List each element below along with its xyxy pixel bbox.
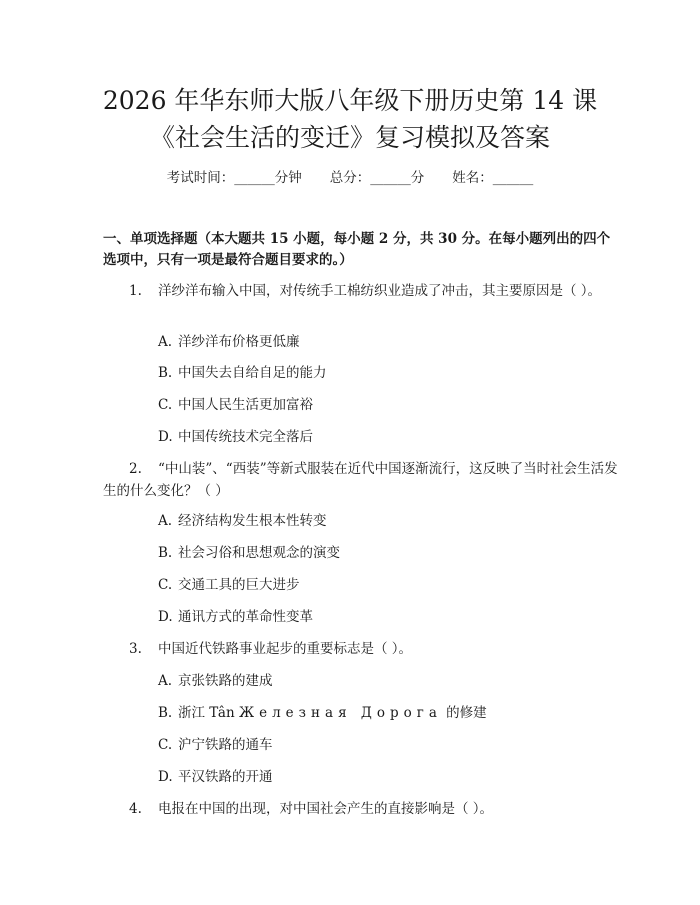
question-2-option-b: [158, 543, 340, 563]
option-letter: B.: [158, 365, 173, 381]
option-text: 中国人民生活更加富裕: [178, 397, 313, 413]
question-stem: “中山装”、“西装”等新式服装在近代中国逐渐流行，这反映了当时社会生活发生的什么变化？（ ）: [103, 461, 618, 499]
option-letter: C.: [158, 397, 173, 413]
question-2: [103, 458, 623, 502]
question-number: 3.: [129, 641, 142, 657]
question-1-option-b: [158, 363, 327, 383]
question-1: [103, 280, 623, 302]
question-1-option-d: [158, 427, 313, 447]
question-3: [103, 638, 623, 660]
option-letter: B.: [158, 545, 173, 561]
option-text: 通讯方式的革命性变革: [178, 609, 313, 625]
option-letter: C.: [158, 577, 173, 593]
option-text: 洋纱洋布价格更低廉: [178, 334, 300, 350]
question-number: 4.: [129, 801, 142, 817]
question-3-option-b: [158, 703, 487, 723]
exam-score-field: 总分：______分: [329, 170, 425, 186]
exam-meta: [0, 168, 700, 188]
option-letter: A.: [158, 513, 173, 529]
document-title-line1: 2026 年华东师大版八年级下册历史第 14 课: [102, 86, 598, 115]
option-letter: D.: [158, 769, 173, 785]
exam-name-field: 姓名：______: [452, 170, 534, 186]
question-3-option-d: [158, 767, 273, 787]
option-text: 交通工具的巨大进步: [178, 577, 300, 593]
question-3-option-a: [158, 671, 273, 691]
question-stem: 中国近代铁路事业起步的重要标志是（ ）。: [158, 641, 413, 657]
option-text: 沪宁铁路的通车: [178, 737, 273, 753]
option-text-prefix: 浙江 Tân: [178, 705, 239, 721]
option-letter: D.: [158, 609, 173, 625]
option-text-russian: Железная Дорога: [238, 705, 442, 721]
option-letter: A.: [158, 334, 173, 350]
option-text: 经济结构发生根本性转变: [178, 513, 327, 529]
question-2-option-c: [158, 575, 300, 595]
question-2-option-d: [158, 607, 313, 627]
question-number: 2.: [129, 461, 142, 477]
document-title-line2: 《社会生活的变迁》复习模拟及答案: [149, 123, 550, 152]
option-text: 平汉铁路的开通: [178, 769, 273, 785]
option-letter: B.: [158, 705, 173, 721]
question-2-option-a: [158, 511, 327, 531]
question-3-option-c: [158, 735, 273, 755]
question-stem: 洋纱洋布输入中国，对传统手工棉纺织业造成了冲击，其主要原因是（ ）。: [158, 283, 602, 299]
option-text: 社会习俗和思想观念的演变: [178, 545, 340, 561]
section-heading: 一、单项选择题（本大题共 15 小题，每小题 2 分，共 30 分。在每小题列出的四个选项中，只有一项是最符合题目要求的。）: [103, 231, 611, 268]
option-text-suffix: 的修建: [441, 705, 487, 721]
exam-time-field: 考试时间：______分钟: [166, 170, 302, 186]
option-text: 京张铁路的建成: [178, 673, 273, 689]
option-text: 中国传统技术完全落后: [178, 429, 313, 445]
option-letter: D.: [158, 429, 173, 445]
question-1-option-c: [158, 395, 313, 415]
option-letter: C.: [158, 737, 173, 753]
option-text: 中国失去自给自足的能力: [178, 365, 327, 381]
question-1-option-a: [158, 332, 300, 352]
question-number: 1.: [129, 283, 142, 299]
option-letter: A.: [158, 673, 173, 689]
question-stem: 电报在中国的出现，对中国社会产生的直接影响是（ ）。: [158, 801, 494, 817]
question-4: [103, 798, 623, 820]
